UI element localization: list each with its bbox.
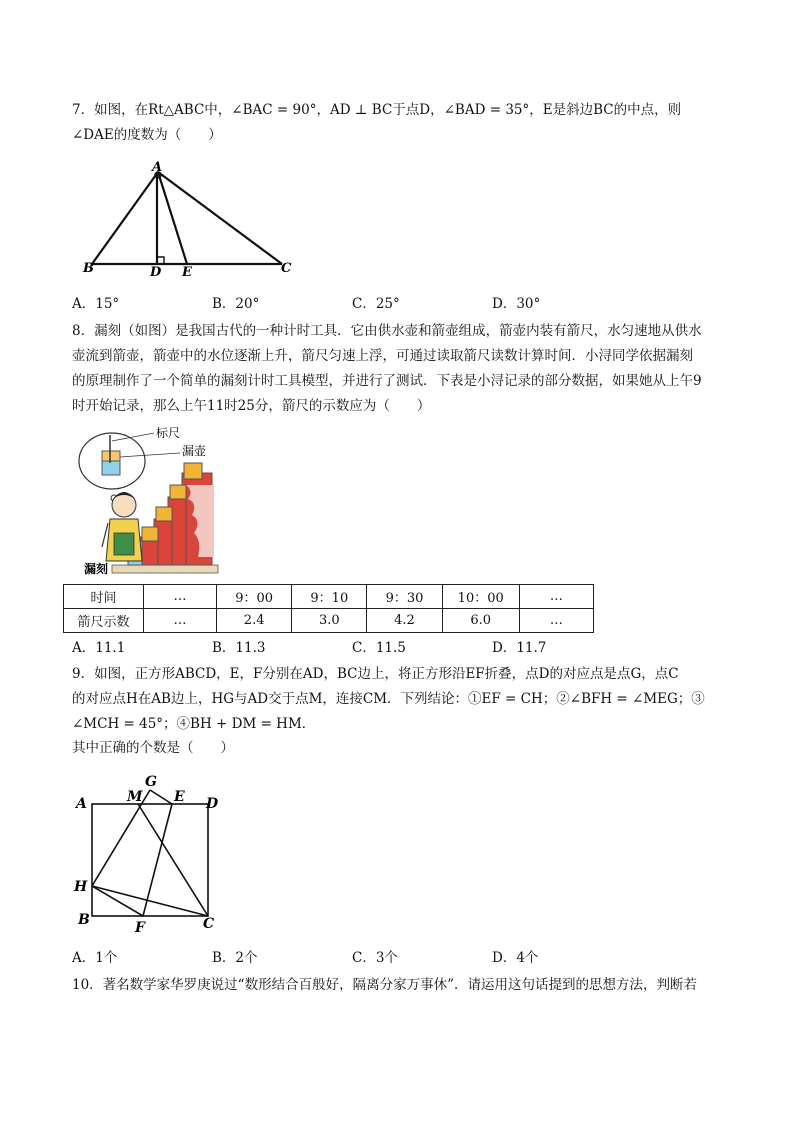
q8-water-clock-illustration xyxy=(72,423,232,578)
q9-label-f: F xyxy=(135,920,145,936)
q7-option-d[interactable]: D．30° xyxy=(492,296,541,312)
table-cell: 9：00 xyxy=(217,585,292,609)
q8-label-pot: 漏壶 xyxy=(182,444,207,458)
q9-label-g: G xyxy=(145,774,157,790)
q8-text-line3: 的原理制作了一个简单的漏刻计时工具模型，并进行了测试．下表是小浔记录的部分数据，如果她从上午9 xyxy=(72,373,702,389)
q9-text-line2: 的对应点H在AB边上，HG与AD交于点M，连接CM．下列结论：①EF = CH；②∠BFH = ∠MEG；③ xyxy=(72,691,705,707)
q9-option-c[interactable]: C．3个 xyxy=(352,950,398,966)
table-cell: … xyxy=(519,609,593,633)
table-cell: … xyxy=(519,585,593,609)
q7-option-b[interactable]: B．20° xyxy=(212,296,260,312)
table-row xyxy=(64,585,594,609)
q8-label-caption: 漏刻 xyxy=(84,562,109,576)
q9-square-fold-figure xyxy=(72,768,232,938)
table-cell: … xyxy=(143,585,216,609)
q8-text-line4: 时开始记录，那么上午11时25分，箭尺的示数应为（ ） xyxy=(72,398,431,414)
table-cell: … xyxy=(143,609,216,633)
q7-option-a[interactable]: A．15° xyxy=(72,296,120,312)
q7-label-e: E xyxy=(182,265,192,280)
table-cell: 2.4 xyxy=(217,609,292,633)
q7-label-d: D xyxy=(150,265,162,280)
table-cell: 3.0 xyxy=(292,609,367,633)
q9-text-line4: 其中正确的个数是（ ） xyxy=(72,740,234,756)
q7-triangle-figure xyxy=(78,160,298,280)
q8-option-a[interactable]: A．11.1 xyxy=(72,640,126,656)
q8-text-line2: 壶流到箭壶，箭壶中的水位逐渐上升，箭尺匀速上浮，可通过读取箭尺读数计算时间．小浔同学依据漏刻 xyxy=(72,348,693,364)
table-cell: 9：10 xyxy=(292,585,367,609)
q9-label-b: B xyxy=(78,912,90,928)
q7-label-c: C xyxy=(281,261,292,276)
table-cell: 时间 xyxy=(64,585,144,609)
table-cell: 9：30 xyxy=(367,585,442,609)
q7-option-c[interactable]: C．25° xyxy=(352,296,400,312)
q9-label-c: C xyxy=(203,916,215,932)
q9-label-d: D xyxy=(206,796,219,812)
q8-text-line1: 8．漏刻（如图）是我国古代的一种计时工具．它由供水壶和箭壶组成，箭壶内装有箭尺，水匀速地从供水 xyxy=(72,323,702,339)
table-cell: 10：00 xyxy=(442,585,519,609)
q9-label-a: A xyxy=(76,796,87,812)
q9-label-e: E xyxy=(174,789,185,805)
q9-text-line3: ∠MCH = 45°；④BH + DM = HM． xyxy=(72,716,316,732)
q7-label-a: A xyxy=(152,160,163,175)
q7-label-b: B xyxy=(83,261,94,276)
q9-option-a[interactable]: A．1个 xyxy=(72,950,118,966)
q10-text-line1: 10．著名数学家华罗庚说过“数形结合百般好，隔离分家万事休”．请运用这句话提到的思想方法，判断若 xyxy=(72,977,697,993)
q9-label-h: H xyxy=(74,879,88,895)
q8-label-ruler: 标尺 xyxy=(156,426,181,440)
q7-text-line2: ∠DAE的度数为（ ） xyxy=(72,127,222,143)
q7-text-line1: 7．如图，在Rt△ABC中，∠BAC = 90°，AD ⊥ BC于点D，∠BAD = 35°，E是斜边BC的中点，则 xyxy=(72,102,682,118)
table-cell: 4.2 xyxy=(367,609,442,633)
q8-option-d[interactable]: D．11.7 xyxy=(492,640,547,656)
table-cell: 6.0 xyxy=(442,609,519,633)
q8-option-b[interactable]: B．11.3 xyxy=(212,640,266,656)
q9-text-line1: 9．如图，正方形ABCD，E，F分别在AD，BC边上，将正方形沿EF折叠，点D的对应点是点G，点C xyxy=(72,666,679,682)
q8-data-table xyxy=(63,584,594,633)
q9-option-d[interactable]: D．4个 xyxy=(492,950,539,966)
table-row xyxy=(64,609,594,633)
q8-option-c[interactable]: C．11.5 xyxy=(352,640,406,656)
table-cell: 箭尺示数 xyxy=(64,609,144,633)
q9-label-m: M xyxy=(127,789,143,805)
q9-option-b[interactable]: B．2个 xyxy=(212,950,258,966)
